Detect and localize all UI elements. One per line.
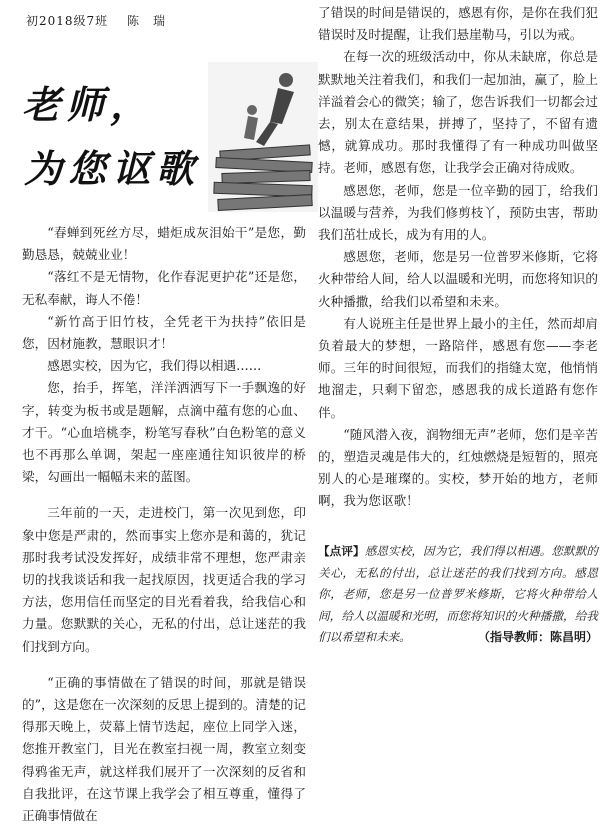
paragraph: 了错误的时间是错误的，感恩有你，是你在我们犯错误时及时提醒，让我们悬崖勒马，引以为戒。 [318,5,598,43]
paragraph: “春蝉到死丝方尽，蜡炬成灰泪始干”是您，勤勤恳恳，兢兢业业！ [22,225,306,263]
paragraph: 您，抬手，挥笔，洋洋洒洒写下一手飘逸的好字，转变为板书或是题解，点滴中蕴有您的心血、才干。“心血培桃李，粉笔写春秋”白色粉笔的意义也不再那么单调，架起一座座通往知识彼岸的桥梁，勾画出一幅幅未来的蓝图。 [22,380,306,485]
right-column [318,2,598,513]
byline [26,12,180,29]
paragraph: 有人说班主任是世界上最小的主任，然而却肩负着最大的梦想，一路陪伴，感恩有您——李老师。三年的时间很短，而我们的指缝太宽，他悄悄地溜走，只剩下留恋，感恩我的成长道路有您作伴。 [318,315,598,420]
advisor-teacher: （指导教师：陈昌明） [477,630,598,644]
paragraph: 感恩您，老师，您是另一位普罗米修斯，它将火种带给人间，给人以温暖和光明，而您将知识的火种播撒，给我们以希望和未来。 [318,249,598,309]
paragraph: 感恩实校，因为它，我们得以相遇…… [47,358,262,374]
title-line-2: 为您讴歌 [24,146,201,191]
title-line-1: 老师， [22,82,155,127]
paragraph: “随风潜入夜，润物细无声”老师，您们是辛苦的，塑造灵魂是伟大的，红烛燃烧是短暂的，照亮别人的心是璀璨的。实校，梦开始的地方，老师啊，我为您讴歌！ [318,426,598,509]
paragraph: 感恩您，老师，您是一位辛勤的园丁，给我们以温暖与营养，为我们修剪枝丫，预防虫害，帮助我们茁壮成长，成为有用的人。 [318,182,598,243]
left-column [22,222,306,827]
paragraph: “新竹高于旧竹枝，全凭老干为扶持”依旧是您，因材施教，慧眼识才！ [22,313,306,352]
paragraph: 三年前的一天，走进校门，第一次见到您，印象中您是严肃的，然而事实上您亦是和蔼的，犹记那时我考试没发挥好，成绩非常不理想，您严肃亲切的找我谈话和我一起找原因，找更适合我的学习方法，您用信任而坚定的目光看着我，给我信心和力量。您默默的关心，无私的付出，总让迷茫的我们找到方向。 [22,505,306,654]
paragraph: 在每一次的班级活动中，你从未缺席，你总是默默地关注着我们，和我们一起加油，赢了，脸上洋溢着会心的微笑；输了，您告诉我们一切都会过去，别太在意结果，拼搏了，坚持了，不留有遗憾，就算成功。那时我懂得了有一种成功叫做坚持。老师，感恩有您，让我学会正确对待成败。 [318,49,598,176]
review-comment [318,541,598,649]
paragraph: “正确的事情做在了错误的时间，那就是错误的”，这是您在一次深刻的反思上提到的。清楚的记得那天晚上，荧幕上情节迭起，座位上同学入迷，您推开教室门，目光在教室扫视一周，教室立刻变得鸦雀无声，就这样我们展开了一次深刻的反省和自我批评，在这节课上我学会了相互尊重，懂得了正确事情做在 [22,674,306,824]
paragraph: “落红不是无情物，化作春泥更护花”还是您，无私奉献，诲人不倦！ [22,269,306,307]
comment-text: 感恩实校，因为它，我们得以相遇。您默默的关心，无私的付出，总让迷茫的我们找到方向。感恩你，老师，您是另一位普罗米修斯，它将火种带给人间，给人以温暖和光明，而您将知识的火种播撒，给我们以希望和未来。 [318,544,598,644]
title-block [18,62,308,212]
books-illustration-icon [208,62,318,212]
class-name: 初2018级7班 [26,14,109,28]
author-name: 陈 瑞 [127,14,167,28]
comment-tag: 【点评】 [318,544,365,558]
